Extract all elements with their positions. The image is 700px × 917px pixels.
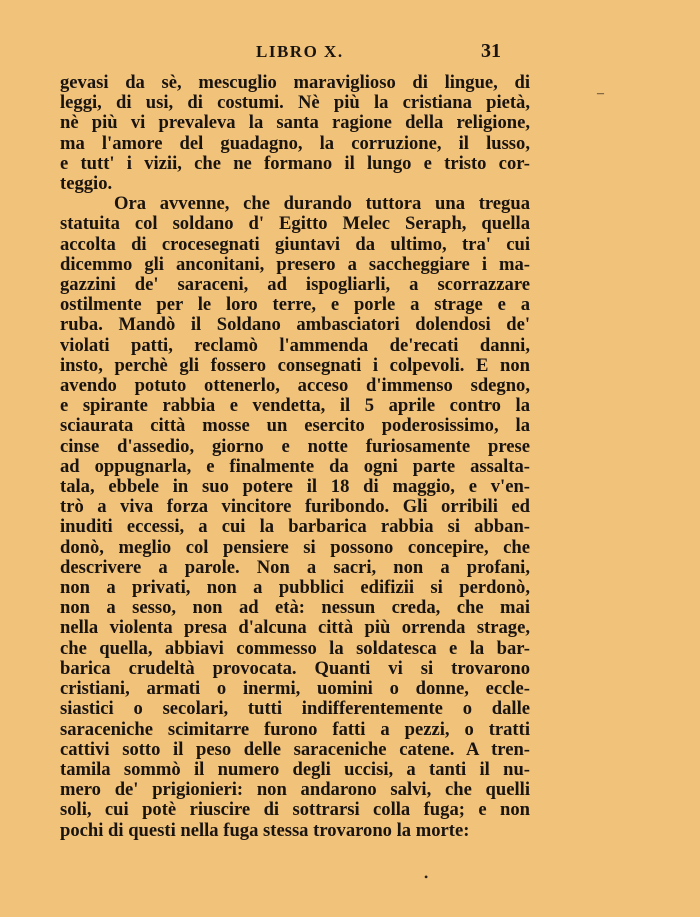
text-line: donò, meglio col pensiere si possono concepire, che xyxy=(60,536,530,558)
page-header xyxy=(0,40,700,64)
text-line: insto, perchè gli fossero consegnati i colpevoli. E non xyxy=(60,354,530,376)
text-line: cristiani, armati o inermi, uomini o donne, eccle- xyxy=(60,678,530,700)
text-line: nella violenta presa d'alcuna città più orrenda strage, xyxy=(60,617,530,639)
text-line: soli, cui potè riuscire di sottrarsi colla fuga; e non xyxy=(60,799,530,821)
text-line: mero de' prigionieri: non andarono salvi, che quelli xyxy=(60,779,530,801)
text-line: accolta di crocesegnati giuntavi da ultimo, tra' cui xyxy=(60,233,530,255)
text-line: ruba. Mandò il Soldano ambasciatori dolendosi de' xyxy=(60,314,530,336)
text-line: violati patti, reclamò l'ammenda de'recati danni, xyxy=(60,334,530,356)
text-line: gevasi da sè, mescuglio maraviglioso di lingue, di xyxy=(60,72,530,93)
margin-dash-mark: – xyxy=(597,86,604,101)
text-line: descrivere a parole. Non a sacri, non a profani, xyxy=(60,556,530,578)
text-line: teggio. xyxy=(60,173,113,195)
text-line: nè più vi prevaleva la santa ragione della religione, xyxy=(60,112,530,134)
text-line: e spirante rabbia e vendetta, il 5 aprile contro la xyxy=(60,395,530,417)
body-text xyxy=(60,73,530,841)
text-line: cinse d'assedio, giorno e notte furiosamente prese xyxy=(60,435,530,457)
text-line: ad oppugnarla, e finalmente da ogni parte assalta- xyxy=(60,455,530,477)
text-line: trò a viva forza vincitore furibondo. Gli orribili ed xyxy=(60,496,530,518)
text-line: pochi di questi nella fuga stessa trovarono la morte: xyxy=(60,819,470,841)
text-line: gazzini de' saraceni, ad ispogliarli, a scorrazzare xyxy=(60,274,530,296)
running-title: LIBRO X. xyxy=(256,42,344,61)
text-line: ostilmente per le loro terre, e porle a strage e a xyxy=(60,294,530,316)
text-line: tala, ebbele in suo potere il 18 di maggio, e v'en- xyxy=(60,476,530,498)
page-number: 31 xyxy=(481,40,501,62)
text-line: e tutt' i vizii, che ne formano il lungo e tristo cor- xyxy=(60,152,530,174)
text-line: dicemmo gli anconitani, presero a saccheggiare i ma- xyxy=(60,253,530,275)
stray-dot-mark: • xyxy=(424,870,429,884)
text-line: cattivi sotto il peso delle saraceniche catene. A tren- xyxy=(60,738,530,760)
text-line: saraceniche scimitarre furono fatti a pezzi, o tratti xyxy=(60,718,530,740)
text-line: inuditi eccessi, a cui la barbarica rabbia si abban- xyxy=(60,516,530,538)
text-line: avendo potuto ottenerlo, acceso d'immenso sdegno, xyxy=(60,375,530,397)
text-line: siastici o secolari, tutti indifferentemente o dalle xyxy=(60,698,530,720)
text-line: sciaurata città mosse un esercito poderosissimo, la xyxy=(60,415,530,437)
text-line: ma l'amore del guadagno, la corruzione, il lusso, xyxy=(60,132,530,154)
text-line: barica crudeltà provocata. Quanti vi si trovarono xyxy=(60,657,530,679)
text-line: leggi, di usi, di costumi. Nè più la cristiana pietà, xyxy=(60,92,530,114)
text-line: statuita col soldano d' Egitto Melec Seraph, quella xyxy=(60,213,530,235)
text-line: che quella, abbiavi commesso la soldatesca e la bar- xyxy=(60,637,530,659)
text-line: tamila sommò il numero degli uccisi, a tanti il nu- xyxy=(60,758,530,780)
text-line: Ora avvenne, che durando tuttora una tregua xyxy=(114,193,530,215)
text-line: non a privati, non a pubblici edifizii si perdonò, xyxy=(60,577,530,599)
text-line: non a sesso, non ad età: nessun creda, che mai xyxy=(60,597,530,619)
